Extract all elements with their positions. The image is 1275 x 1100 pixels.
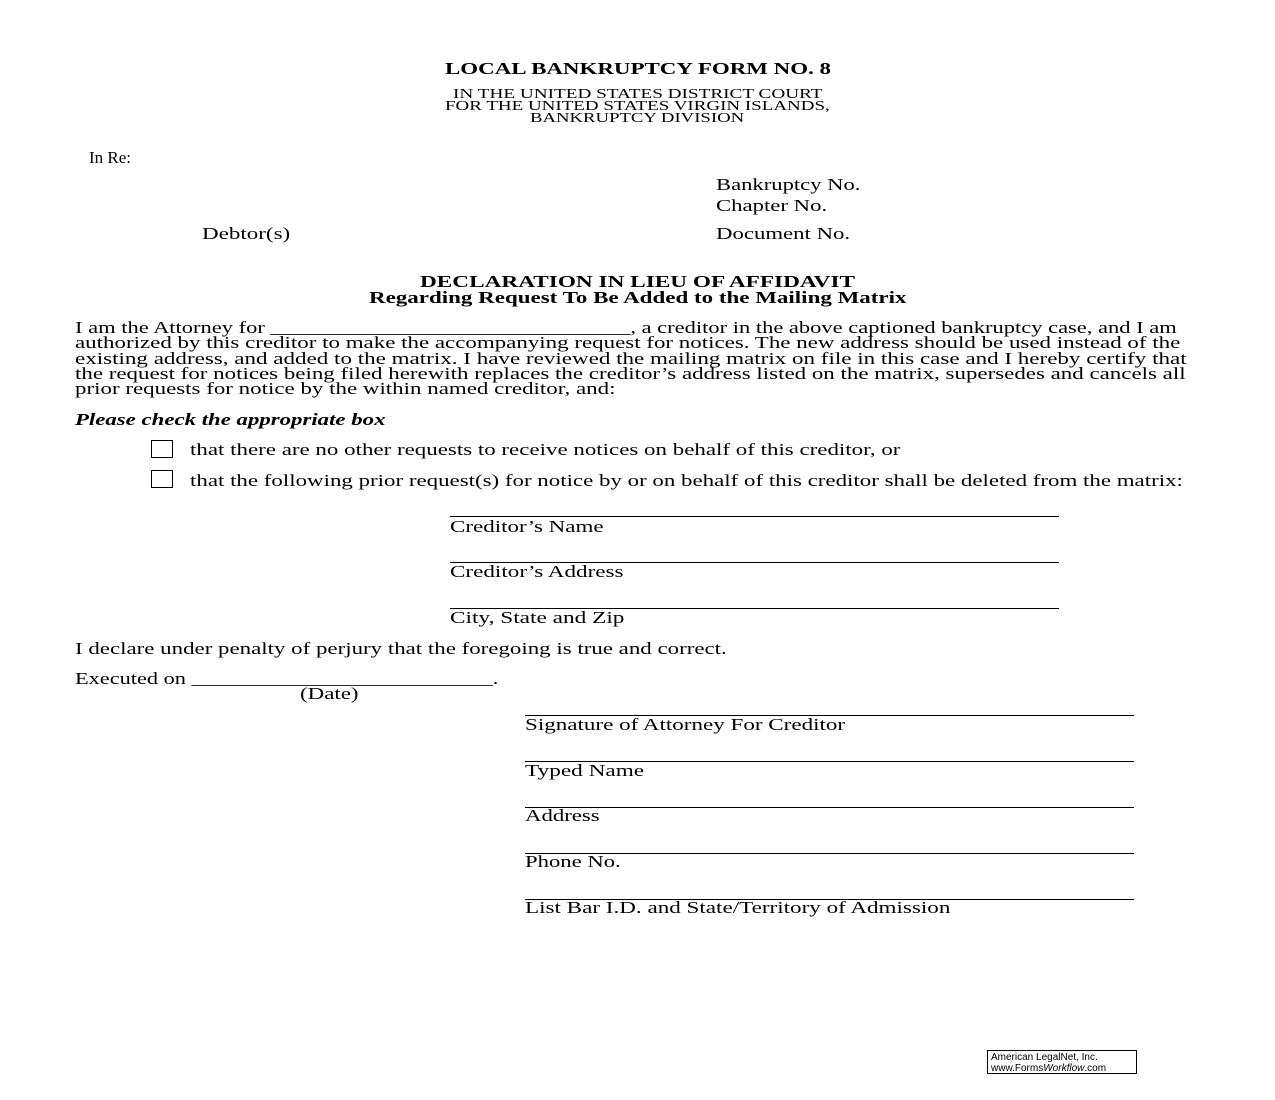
date-label: (Date) — [300, 684, 359, 703]
court-line-1: IN THE UNITED STATES DISTRICT COURT — [453, 87, 823, 102]
field-label: Address — [525, 806, 600, 825]
delete-prior-requests-checkbox[interactable] — [151, 470, 173, 488]
field-label: Creditor’s Address — [450, 562, 624, 581]
executed-on-field[interactable]: Executed on ___________________________. — [75, 669, 499, 688]
bankruptcy-no-label: Bankruptcy No. — [716, 175, 861, 194]
declaration-subtitle: Regarding Request To Be Added to the Mailing Matrix — [369, 288, 907, 307]
document-no-label: Document No. — [716, 224, 851, 243]
paragraph-line: existing address, and added to the matrix. I have reviewed the mailing matrix on file in this case and I hereby certify that — [75, 349, 1187, 368]
publisher-name: American LegalNet, Inc. — [991, 1052, 1098, 1063]
paragraph-line: I am the Attorney for ________________________________, a creditor in the above captioned bankruptcy case, and I am — [75, 318, 1177, 337]
address-line[interactable] — [525, 807, 1134, 808]
publisher-url — [991, 1063, 1133, 1074]
option-label: that the following prior request(s) for notice by or on behalf of this creditor shall be deleted from the matrix: — [190, 471, 1183, 490]
court-line-2: FOR THE UNITED STATES VIRGIN ISLANDS, — [445, 99, 830, 114]
url-prefix: www.Forms — [991, 1063, 1044, 1074]
declaration-title: DECLARATION IN LIEU OF AFFIDAVIT — [420, 272, 856, 291]
paragraph-line: prior requests for notice by the within named creditor, and: — [75, 379, 616, 398]
no-other-requests-checkbox[interactable] — [151, 440, 173, 458]
chapter-no-label: Chapter No. — [716, 196, 828, 215]
url-italic: Workflow — [1043, 1063, 1085, 1074]
debtors-label: Debtor(s) — [202, 224, 291, 243]
in-re-label: In Re: — [89, 148, 132, 167]
publisher-logo — [987, 1050, 1137, 1074]
paragraph-line: authorized by this creditor to make the accompanying request for notices. The new address should be used instead of the — [75, 333, 1181, 352]
field-label: Phone No. — [525, 852, 621, 871]
url-suffix: .com — [1084, 1063, 1107, 1074]
check-instruction: Please check the appropriate box — [75, 410, 386, 429]
option-label: that there are no other requests to receive notices on behalf of this creditor, or — [190, 440, 901, 459]
field-label: Creditor’s Name — [450, 517, 604, 536]
field-label: List Bar I.D. and State/Territory of Admission — [525, 898, 951, 917]
field-label: Signature of Attorney For Creditor — [525, 715, 846, 734]
court-line-3: BANKRUPTCY DIVISION — [530, 111, 745, 126]
paragraph-line: the request for notices being filed herewith replaces the creditor’s address listed on the matrix, supersedes and cancels all — [75, 364, 1186, 383]
form-title: LOCAL BANKRUPTCY FORM NO. 8 — [445, 59, 832, 78]
field-label: City, State and Zip — [450, 608, 625, 627]
field-label: Typed Name — [525, 761, 645, 780]
perjury-statement: I declare under penalty of perjury that the foregoing is true and correct. — [75, 639, 727, 658]
